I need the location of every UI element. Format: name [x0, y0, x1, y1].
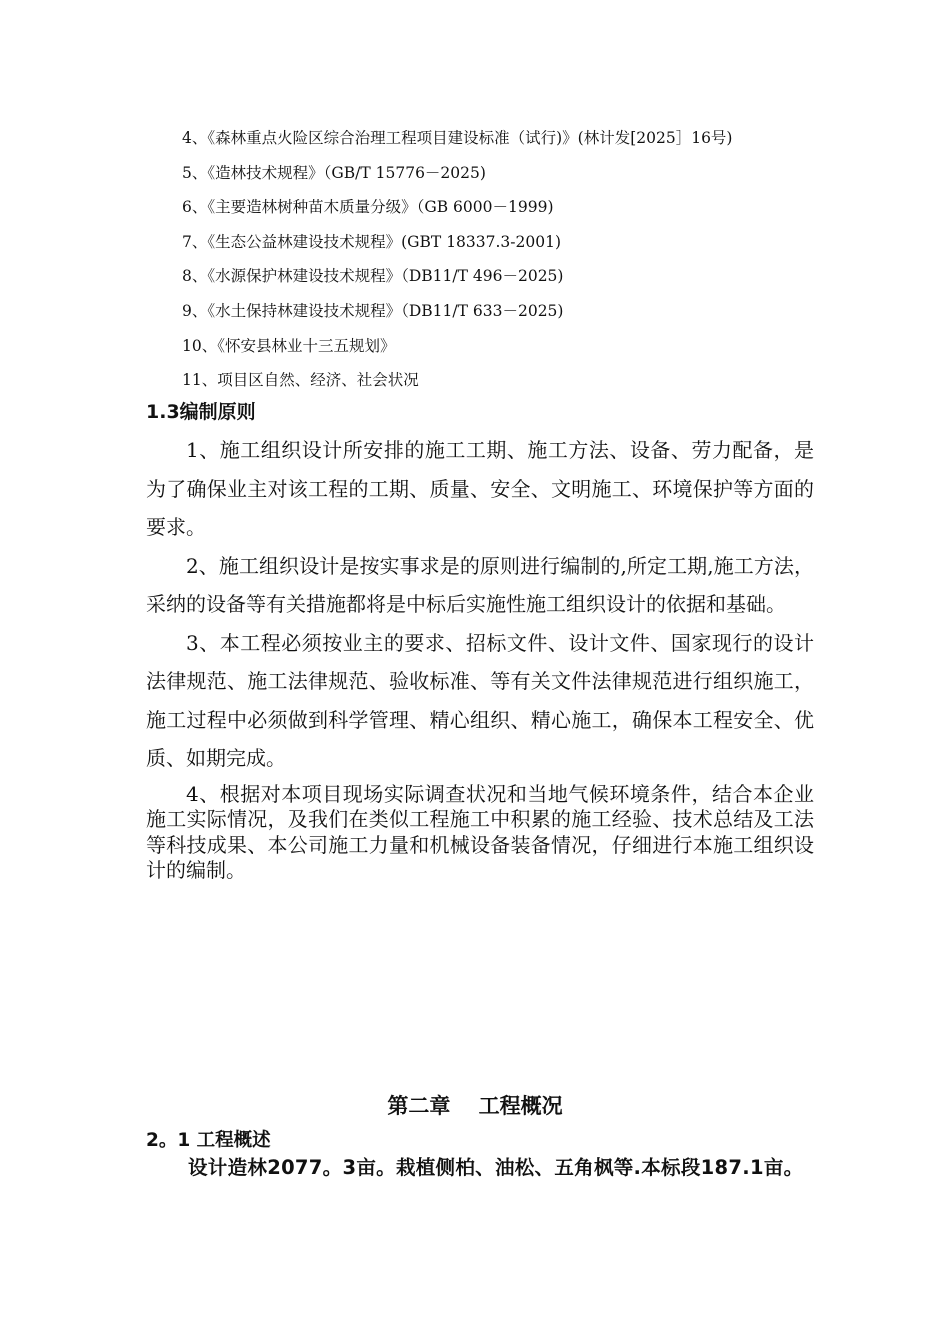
reference-item: 6、《主要造林树种苗木质量分级》（GB 6000－1999) — [182, 198, 554, 217]
reference-item: 10、《怀安县林业十三五规划》 — [182, 336, 396, 355]
reference-item: 8、《水源保护林建设技术规程》（DB11/T 496－2025) — [182, 267, 564, 286]
section-heading-1-3: 1.3编制原则 — [146, 401, 256, 423]
section-heading-2-1: 2。1 工程概述 — [146, 1130, 271, 1151]
principle-paragraph: 4、根据对本项目现场实际调查状况和当地气候环境条件，结合本企业施工实际情况，及我们在类似工程施工中积累的施工经验、技术总结及工法等科技成果、本公司施工力量和机械设备装备情况，仔细进行本施工组织设计的编制。 — [146, 781, 814, 882]
chapter-title: 第二章 工程概况 — [387, 1094, 563, 1118]
principle-paragraph: 2、施工组织设计是按实事求是的原则进行编制的,所定工期,施工方法，采纳的设备等有关措施都将是中标后实施性施工组织设计的依据和基础。 — [146, 553, 814, 616]
reference-item: 9、《水土保持林建设技术规程》（DB11/T 633－2025) — [182, 301, 564, 320]
reference-item: 5、《造林技术规程》（GB/T 15776－2025) — [182, 163, 486, 182]
principles-body — [146, 431, 814, 884]
reference-item: 4、《森林重点火险区综合治理工程项目建设标准（试行)》(林计发[2025］16号) — [182, 129, 733, 147]
reference-list — [182, 124, 902, 401]
principle-paragraph: 1、施工组织设计所安排的施工工期、施工方法、设备、劳力配备，是为了确保业主对该工程的工期、质量、安全、文明施工、环境保护等方面的要求。 — [146, 438, 814, 539]
project-overview-text: 设计造林2077。3亩。栽植侧柏、油松、五角枫等.本标段187.1亩。 — [188, 1156, 804, 1179]
reference-item: 11、项目区自然、经济、社会状况 — [182, 371, 419, 390]
reference-item: 7、《生态公益林建设技术规程》(GBT 18337.3-2001) — [182, 232, 562, 251]
principle-paragraph: 3、本工程必须按业主的要求、招标文件、设计文件、国家现行的设计法律规范、施工法律规范、验收标准、等有关文件法律规范进行组织施工，施工过程中必须做到科学管理、精心组织、精心施工，确保本工程安全、优质、如期完成。 — [146, 630, 814, 770]
